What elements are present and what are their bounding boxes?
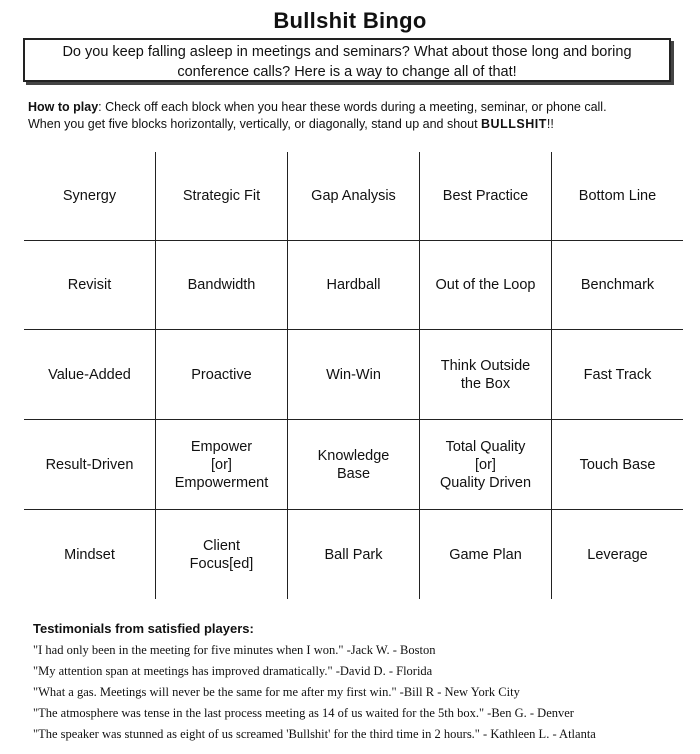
testimonial: "I had only been in the meeting for five minutes when I won." -Jack W. - Boston [33, 643, 436, 657]
bingo-cell[interactable]: Think Outside the Box [420, 330, 552, 420]
testimonials [33, 621, 693, 745]
bingo-cell[interactable]: Ball Park [288, 510, 420, 599]
how-to-play [28, 99, 688, 133]
page-title: Bullshit Bingo [273, 8, 427, 33]
bingo-cell[interactable]: Revisit [24, 241, 156, 330]
bingo-cell[interactable]: Out of the Loop [420, 241, 552, 330]
testimonial: "The atmosphere was tense in the last process meeting as 14 of us waited for the 5th box." -Ben G. - Denver [33, 706, 574, 720]
bingo-cell[interactable]: Total Quality [or] Quality Driven [420, 420, 552, 510]
bingo-cell[interactable]: Mindset [24, 510, 156, 599]
how-to-play-text-2: When you get five blocks horizontally, vertically, or diagonally, stand up and shout [28, 117, 482, 131]
testimonial: "What a gas. Meetings will never be the same for me after my first win." -Bill R - New York City [33, 685, 520, 699]
shout-word: BULLSHIT [481, 117, 547, 131]
how-to-play-end: !! [546, 117, 554, 131]
bingo-grid [24, 152, 683, 599]
bingo-cell[interactable]: Leverage [587, 546, 648, 563]
bingo-cell[interactable]: Gap Analysis [288, 152, 420, 241]
how-to-play-label: How to play [28, 100, 99, 114]
bingo-cell[interactable]: Best Practice [420, 152, 552, 241]
bingo-cell[interactable]: Knowledge Base [288, 420, 420, 510]
bingo-cell[interactable]: Touch Base [552, 420, 683, 510]
bingo-cell[interactable]: Bandwidth [156, 241, 288, 330]
how-to-play-text-1: : Check off each block when you hear these words during a meeting, seminar, or phone call. [98, 100, 607, 114]
bingo-cell[interactable]: Win-Win [288, 330, 420, 420]
bingo-cell[interactable]: Value-Added [24, 330, 156, 420]
bingo-cell[interactable]: Benchmark [552, 241, 683, 330]
bingo-cell[interactable]: Empower [or] Empowerment [156, 420, 288, 510]
bingo-cell[interactable]: Result-Driven [24, 420, 156, 510]
bingo-cell[interactable]: Bottom Line [552, 152, 683, 241]
testimonial: "My attention span at meetings has improved dramatically." -David D. - Florida [33, 664, 433, 678]
bingo-cell[interactable]: Client Focus[ed] [156, 510, 288, 599]
bingo-cell[interactable]: Synergy [24, 152, 156, 241]
intro-box: Do you keep falling asleep in meetings and seminars? What about those long and boring conference calls? Here is a way to change all of that! [23, 38, 671, 82]
bingo-cell[interactable]: Strategic Fit [156, 152, 288, 241]
testimonial: "The speaker was stunned as eight of us screamed 'Bullshit' for the third time in 2 hours." - Kathleen L. - Atlanta [33, 727, 596, 741]
bingo-cell[interactable]: Game Plan [420, 510, 552, 599]
bingo-cell[interactable]: Hardball [288, 241, 420, 330]
testimonials-heading: Testimonials from satisfied players: [33, 621, 254, 636]
bingo-cell[interactable]: Proactive [156, 330, 288, 420]
bingo-cell[interactable]: Fast Track [552, 330, 683, 420]
